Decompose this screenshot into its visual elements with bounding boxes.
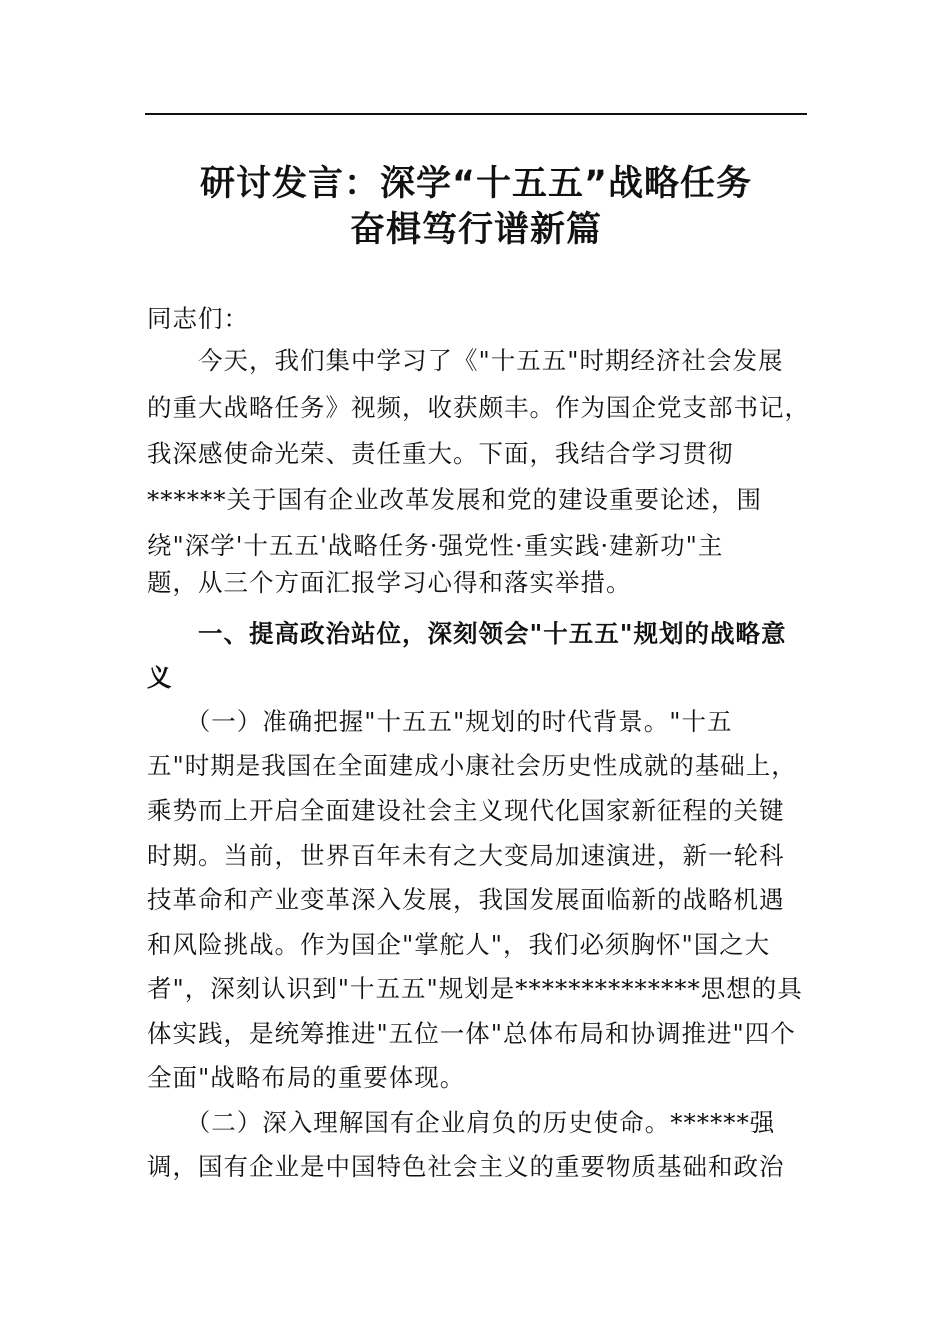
document-title-line-2: 奋楫笃行谱新篇 — [349, 210, 602, 250]
body-line: 技革命和产业变革深入发展，我国发展面临新的战略机遇 — [147, 885, 785, 914]
body-line: 的重大战略任务》视频，收获颇丰。作为国企党支部书记， — [147, 393, 810, 422]
body-line: 全面"战略布局的重要体现。 — [147, 1063, 466, 1092]
salutation: 同志们： — [147, 304, 249, 333]
body-line: 五"时期是我国在全面建成小康社会历史性成就的基础上， — [147, 751, 797, 780]
body-line: （二）深入理解国有企业肩负的历史使命。******强 — [147, 1108, 776, 1137]
body-line: 调，国有企业是中国特色社会主义的重要物质基础和政治 — [147, 1152, 785, 1181]
body-line: （一）准确把握"十五五"规划的时代背景。"十五 — [147, 707, 733, 736]
body-line: 乘势而上开启全面建设社会主义现代化国家新征程的关键 — [147, 796, 785, 825]
body-line: 我深感使命光荣、责任重大。下面，我结合学习贯彻 — [147, 439, 734, 468]
header-rule — [145, 113, 807, 115]
body-line: 和风险挑战。作为国企"掌舵人"，我们必须胸怀"国之大 — [147, 930, 771, 959]
body-line: ******关于国有企业改革发展和党的建设重要论述，围 — [147, 485, 762, 514]
body-line: 者"，深刻认识到"十五五"规划是**************思想的具 — [147, 974, 803, 1003]
body-line: 今天，我们集中学习了《"十五五"时期经济社会发展 — [147, 346, 784, 375]
body-line: 绕"深学'十五五'战略任务·强党性·重实践·建新功"主 — [147, 531, 724, 560]
document-title-line-1: 研讨发言：深学“十五五”战略任务 — [199, 164, 752, 204]
section-heading-1-cont: 义 — [147, 663, 173, 692]
body-line: 题，从三个方面汇报学习心得和落实举措。 — [147, 568, 632, 597]
body-line: 体实践，是统筹推进"五位一体"总体布局和协调推进"四个 — [147, 1019, 796, 1048]
section-heading-1: 一、提高政治站位，深刻领会"十五五"规划的战略意 — [147, 619, 787, 648]
body-line: 时期。当前，世界百年未有之大变局加速演进，新一轮科 — [147, 841, 785, 870]
